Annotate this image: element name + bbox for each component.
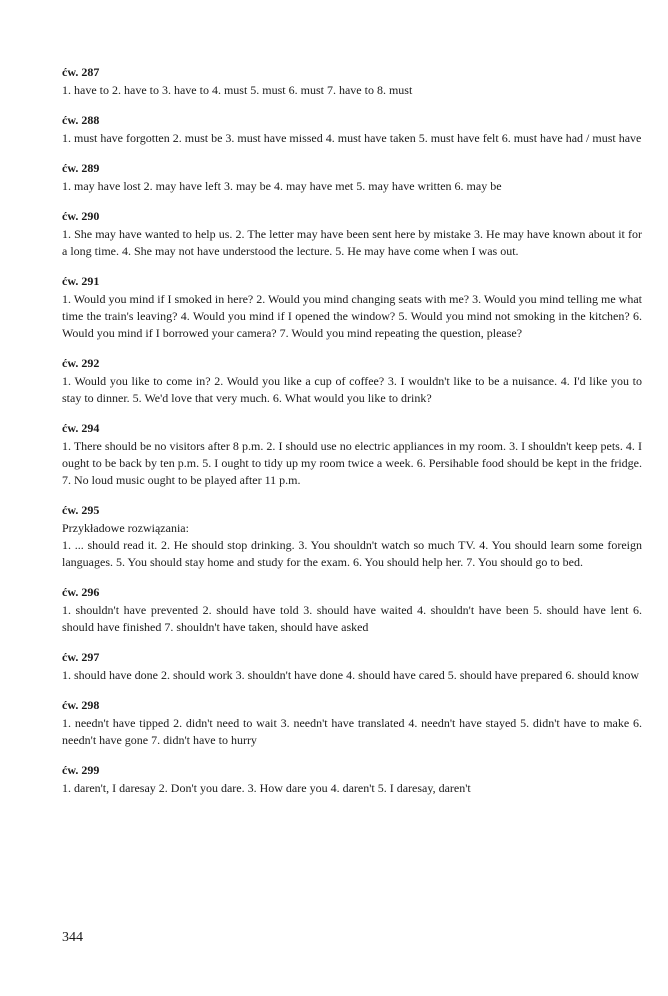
exercise-answers [62, 715, 642, 749]
exercise-298 [62, 697, 642, 749]
answer-text: 1. must have forgotten 2. must be 3. must have missed 4. must have taken 5. must have felt 6. must have had / must have [62, 131, 642, 145]
exercise-title: ćw. 298 [62, 698, 100, 712]
exercise-288 [62, 112, 642, 147]
answer-text: 1. She may have wanted to help us. 2. The letter may have been sent here by mistake 3. He may have known about it for a long time. 4. She may not have understood the lecture. 5. He may have come when I was out. [62, 227, 642, 258]
answer-text: 1. may have lost 2. may have left 3. may be 4. may have met 5. may have written 6. may be [62, 179, 502, 193]
exercise-title: ćw. 287 [62, 65, 100, 79]
exercise-title: ćw. 294 [62, 421, 100, 435]
exercise-title: ćw. 291 [62, 274, 100, 288]
exercise-title: ćw. 290 [62, 209, 100, 223]
exercise-299 [62, 762, 642, 797]
exercise-answers [62, 667, 642, 684]
exercise-answers [62, 130, 642, 147]
exercise-294 [62, 420, 642, 489]
answer-text: 1. have to 2. have to 3. have to 4. must 5. must 6. must 7. have to 8. must [62, 83, 413, 97]
answer-intro: Przykładowe rozwiązania: [62, 521, 189, 535]
answer-key-page [62, 64, 642, 797]
exercise-title: ćw. 297 [62, 650, 100, 664]
exercise-291 [62, 273, 642, 342]
exercise-answers [62, 602, 642, 636]
exercise-answers [62, 520, 642, 571]
exercise-answers [62, 373, 642, 407]
exercise-title: ćw. 289 [62, 161, 100, 175]
exercise-answers [62, 226, 642, 260]
answer-text: 1. Would you like to come in? 2. Would you like a cup of coffee? 3. I wouldn't like to be a nuisance. 4. I'd like you to stay to dinner. 5. We'd love that very much. 6. What would you like to drink? [62, 374, 642, 405]
exercise-title: ćw. 296 [62, 585, 100, 599]
page-number: 344 [62, 930, 83, 945]
exercise-title: ćw. 295 [62, 503, 100, 517]
exercise-296 [62, 584, 642, 636]
exercise-297 [62, 649, 642, 684]
exercise-295 [62, 502, 642, 571]
exercise-answers [62, 438, 642, 489]
answer-text: 1. should have done 2. should work 3. shouldn't have done 4. should have cared 5. should have prepared 6. should know [62, 668, 640, 682]
answer-text: 1. There should be no visitors after 8 p.m. 2. I should use no electric appliances in my room. 3. I shouldn't keep pets. 4. I ought to be back by ten p.m. 5. I ought to tidy up my room twice a week. 6. Persihable food should be kept in the fridge. 7. No loud music ought to be played after 11 p.m. [62, 439, 642, 487]
answer-text: 1. Would you mind if I smoked in here? 2. Would you mind changing seats with me? 3. Would you mind telling me what time the train's leaving? 4. Would you mind if I opened the window? 5. Would you mind not smoking in the kitchen? 6. Would you mind if I borrowed your camera? 7. Would you mind repeating the question, please? [62, 292, 642, 340]
exercise-287 [62, 64, 642, 99]
exercise-title: ćw. 292 [62, 356, 100, 370]
answer-text: 1. needn't have tipped 2. didn't need to wait 3. needn't have translated 4. needn't have stayed 5. didn't have to make 6. needn't have gone 7. didn't have to hurry [62, 716, 642, 747]
answer-text: 1. daren't, I daresay 2. Don't you dare. 3. How dare you 4. daren't 5. I daresay, daren't [62, 781, 471, 795]
exercise-answers [62, 291, 642, 342]
answer-text: 1. shouldn't have prevented 2. should have told 3. should have waited 4. shouldn't have been 5. should have lent 6. should have finished 7. shouldn't have taken, should have asked [62, 603, 642, 634]
exercise-title: ćw. 288 [62, 113, 100, 127]
exercise-title: ćw. 299 [62, 763, 100, 777]
exercise-292 [62, 355, 642, 407]
exercise-290 [62, 208, 642, 260]
exercise-answers [62, 178, 642, 195]
exercise-answers [62, 82, 642, 99]
exercise-289 [62, 160, 642, 195]
answer-text: 1. ... should read it. 2. He should stop drinking. 3. You shouldn't watch so much TV. 4. You should learn some foreign languages. 5. You should stay home and study for the exam. 6. You should help her. 7. You should go to bed. [62, 538, 642, 569]
exercise-answers [62, 780, 642, 797]
